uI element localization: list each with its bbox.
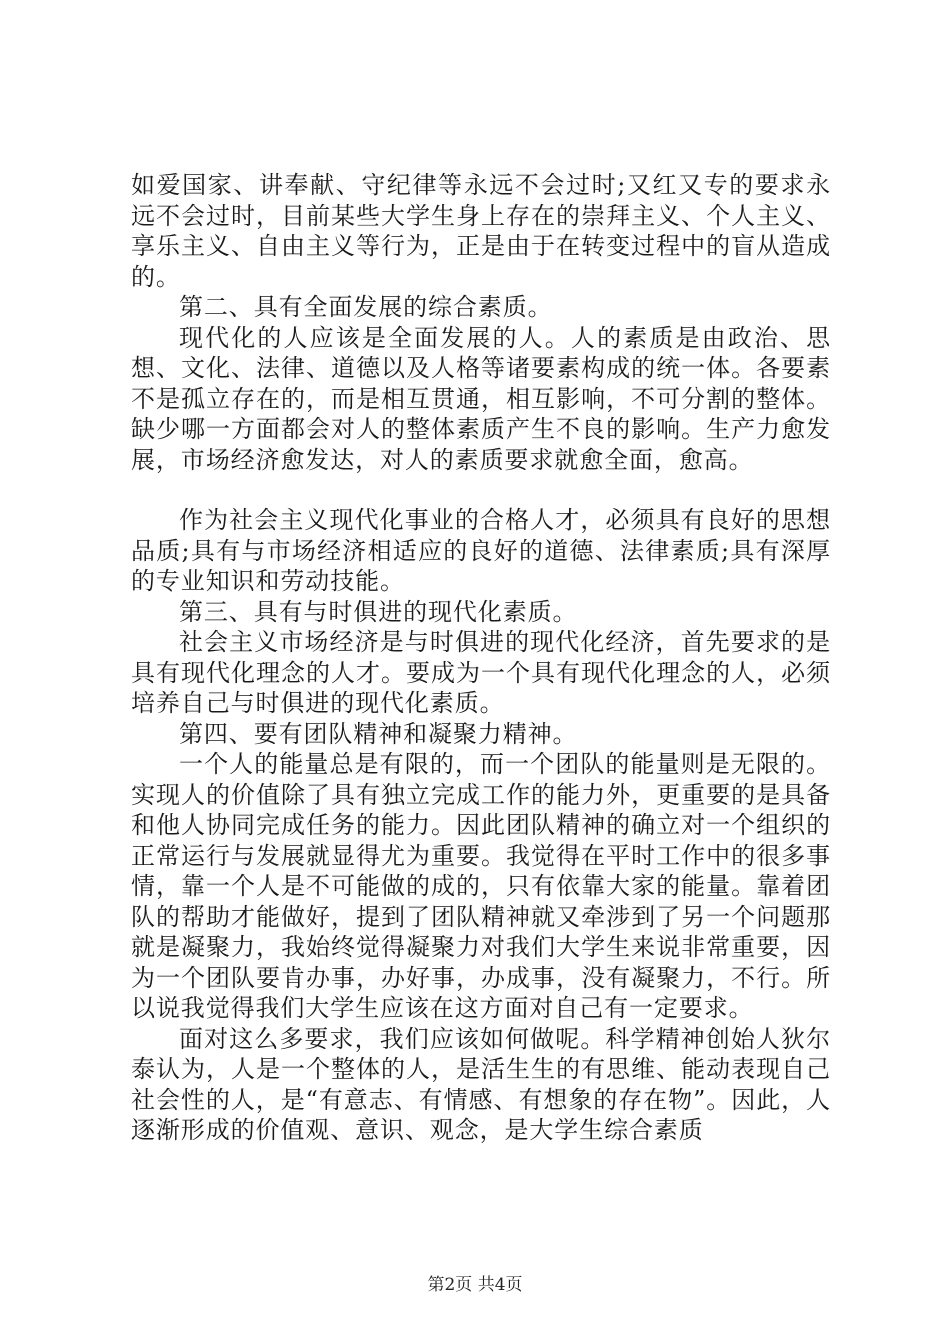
page-footer: 第2页 共4页 xyxy=(427,1275,523,1295)
paragraph-qualified-talent: 作为社会主义现代化事业的合格人才，必须具有良好的思想品质;具有与市场经济相适应的良好的道德、法律素质;具有深厚的专业知识和劳动技能。 xyxy=(131,506,831,595)
paragraph-team-spirit: 一个人的能量总是有限的，而一个团队的能量则是无限的。实现人的价值除了具有独立完成工作的能力外，更重要的是具备和他人协同完成任务的能力。因此团队精神的确立对一个组织的正常运行与发展就显得尤为重要。我觉得在平时工作中的很多事情，靠一个人是不可能做的成的，只有依靠大家的能量。靠着团队的帮助才能做好，提到了团队精神就又牵涉到了另一个问题那就是凝聚力，我始终觉得凝聚力对我们大学生来说非常重要，因为一个团队要肯办事，办好事，办成事，没有凝聚力，不行。所以说我觉得我们大学生应该在这方面对自己有一定要求。 xyxy=(131,750,831,1022)
heading-third-point: 第三、具有与时俱进的现代化素质。 xyxy=(179,597,578,626)
paragraph-comprehensive-quality: 现代化的人应该是全面发展的人。人的素质是由政治、思想、文化、法律、道德以及人格等诸要素构成的统一体。各要素不是孤立存在的，而是相互贯通，相互影响，不可分割的整体。缺少哪一方面都会对人的整体素质产生不良的影响。生产力愈发展，市场经济愈发达，对人的素质要求就愈全面，愈高。 xyxy=(131,323,831,474)
paragraph-how-to-act: 面对这么多要求，我们应该如何做呢。科学精神创始人狄尔泰认为，人是一个整体的人，是活生生的有思维、能动表现自己社会性的人，是“有意志、有情感、有想象的存在物”。因此，人逐渐形成的价值观、意识、观念，是大学生综合素质 xyxy=(131,1024,831,1144)
heading-fourth-point: 第四、要有团队精神和凝聚力精神。 xyxy=(179,719,578,748)
paragraph-modern-economy: 社会主义市场经济是与时俱进的现代化经济，首先要求的是具有现代化理念的人才。要成为一个具有现代化理念的人，必须培养自己与时俱进的现代化素质。 xyxy=(131,628,831,717)
paragraph-continuation: 如爱国家、讲奉献、守纪律等永远不会过时;又红又专的要求永远不会过时，目前某些大学生身上存在的崇拜主义、个人主义、享乐主义、自由主义等行为，正是由于在转变过程中的盲从造成的。 xyxy=(131,171,831,291)
document-body xyxy=(131,170,831,1146)
heading-second-point: 第二、具有全面发展的综合素质。 xyxy=(179,293,553,321)
